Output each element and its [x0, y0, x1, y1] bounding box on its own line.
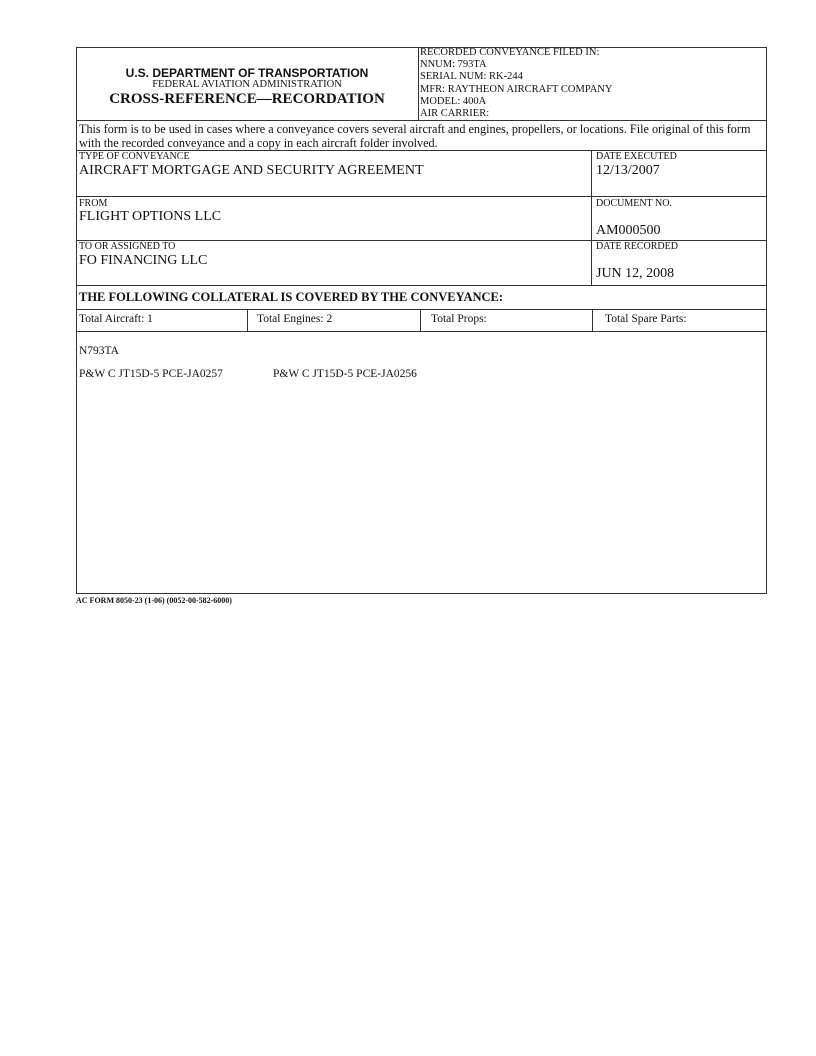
instructions-line-2: with the recorded conveyance and a copy in each aircraft folder involved.: [79, 136, 438, 150]
total-engines: Total Engines: 2: [257, 313, 333, 325]
date-recorded-label: DATE RECORDED: [596, 241, 678, 252]
model: MODEL: 400A: [420, 96, 487, 107]
divider: [420, 309, 421, 331]
date-executed-value: 12/13/2007: [596, 163, 660, 178]
to-label: TO OR ASSIGNED TO: [79, 241, 176, 252]
from-value: FLIGHT OPTIONS LLC: [79, 209, 222, 224]
divider: [592, 309, 593, 331]
divider: [76, 331, 767, 332]
manufacturer: MFR: RAYTHEON AIRCRAFT COMPANY: [420, 84, 613, 95]
agency-name: FEDERAL AVIATION ADMINISTRATION: [152, 79, 342, 90]
total-props: Total Props:: [431, 313, 487, 325]
engine-item: P&W C JT15D-5 PCE-JA0257: [79, 368, 223, 380]
nnum: NNUM: 793TA: [420, 59, 487, 70]
divider: [76, 309, 767, 310]
date-executed-label: DATE EXECUTED: [596, 151, 677, 162]
engine-item: P&W C JT15D-5 PCE-JA0256: [273, 368, 417, 380]
air-carrier: AIR CARRIER:: [420, 108, 490, 119]
form-number: AC FORM 8050-23 (1-06) (0052-00-582-6000): [76, 596, 232, 605]
type-label: TYPE OF CONVEYANCE: [79, 151, 190, 162]
form-title: CROSS-REFERENCE—RECORDATION: [109, 91, 385, 107]
filed-in-heading: RECORDED CONVEYANCE FILED IN:: [420, 47, 600, 58]
total-aircraft: Total Aircraft: 1: [79, 313, 153, 325]
instructions-line-1: This form is to be used in cases where a conveyance covers several aircraft and engines, propellers, or locations. File original of this form: [79, 122, 751, 136]
divider: [591, 150, 592, 285]
divider: [76, 196, 767, 197]
document-no-label: DOCUMENT NO.: [596, 198, 672, 209]
collateral-heading: THE FOLLOWING COLLATERAL IS COVERED BY THE CONVEYANCE:: [79, 290, 504, 304]
divider: [76, 120, 767, 121]
serial-num: SERIAL NUM: RK-244: [420, 71, 523, 82]
type-value: AIRCRAFT MORTGAGE AND SECURITY AGREEMENT: [79, 163, 424, 178]
date-recorded-value: JUN 12, 2008: [596, 266, 675, 281]
to-value: FO FINANCING LLC: [79, 253, 208, 268]
from-label: FROM: [79, 198, 108, 209]
divider: [76, 285, 767, 286]
total-spare-parts: Total Spare Parts:: [605, 313, 687, 325]
department-name: U.S. DEPARTMENT OF TRANSPORTATION: [125, 66, 369, 80]
aircraft-registration: N793TA: [79, 345, 119, 357]
divider: [247, 309, 248, 331]
document-no-value: AM000500: [596, 223, 661, 238]
divider: [418, 47, 419, 120]
